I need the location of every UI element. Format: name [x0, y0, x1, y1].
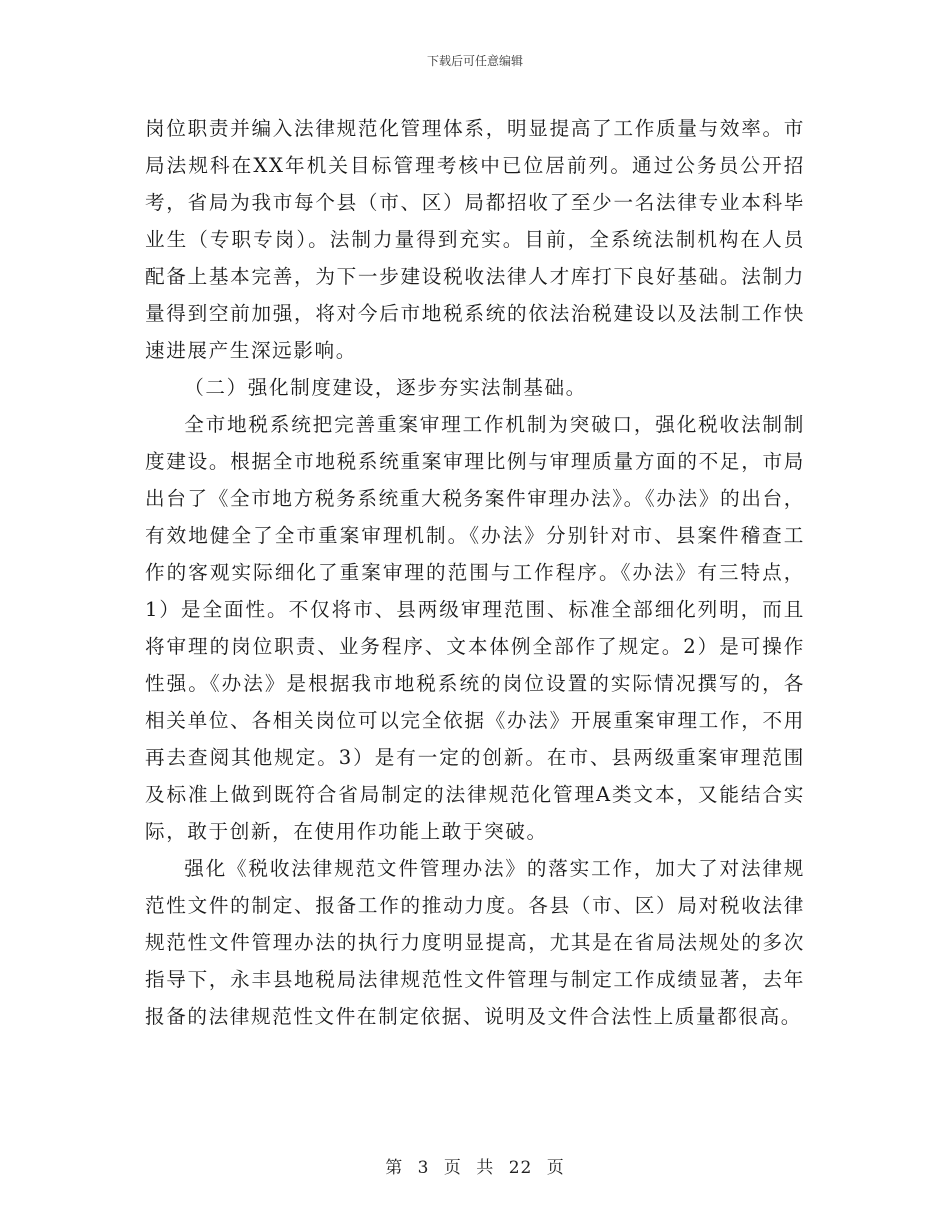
- page-header: 下载后可任意编辑: [426, 54, 523, 68]
- section-heading: （二）强化制度建设，逐步夯实法制基础。: [184, 376, 587, 399]
- page-footer: 第 3 页 共 22 页: [385, 1158, 565, 1178]
- paragraph-3: 强化《税收法律规范文件管理办法》的落实工作，加大了对法律规范性文件的制定、报备工作的推动力度。各县（市、区）局对税收法律规范性文件管理办法的执行力度明显提高，尤其是在省局法规处的多次指导下，永丰县地税局法律规范性文件管理与制定工作成绩显著，去年报备的法律规范性文件在制定依据、说明及文件合法性上质量都很高。: [145, 857, 805, 1028]
- paragraph-2: 全市地税系统把完善重案审理工作机制为突破口，强化税收法制制度建设。根据全市地税系统重案审理比例与审理质量方面的不足，市局出台了《全市地方税务系统重大税务案件审理办法》。《办法》的出台，有效地健全了全市重案审理机制。《办法》分别针对市、县案件稽查工作的客观实际细化了重案审理的范围与工作程序。《办法》有三特点，1）是全面性。不仅将市、县两级审理范围、标准全部细化列明，而且将审理的岗位职责、业务程序、文本体例全部作了规定。2）是可操作性强。《办法》是根据我市地税系统的岗位设置的实际情况撰写的，各相关单位、各相关岗位可以完全依据《办法》开展重案审理工作，不用再去查阅其他规定。3）是有一定的创新。在市、县两级重案审理范围及标准上做到既符合省局制定的法律规范化管理A类文本，又能结合实际，敢于创新，在使用作功能上敢于突破。: [145, 413, 805, 843]
- paragraph-1: 岗位职责并编入法律规范化管理体系，明显提高了工作质量与效率。市局法规科在XX年机关目标管理考核中已位居前列。通过公务员公开招考，省局为我市每个县（市、区）局都招收了至少一名法律专业本科毕业生（专职专岗）。法制力量得到充实。目前，全系统法制机构在人员配备上基本完善，为下一步建设税收法律人才库打下良好基础。法制力量得到空前加强，将对今后市地税系统的依法治税建设以及法制工作快速进展产生深远影响。: [145, 117, 805, 362]
- document-body: [145, 110, 805, 1035]
